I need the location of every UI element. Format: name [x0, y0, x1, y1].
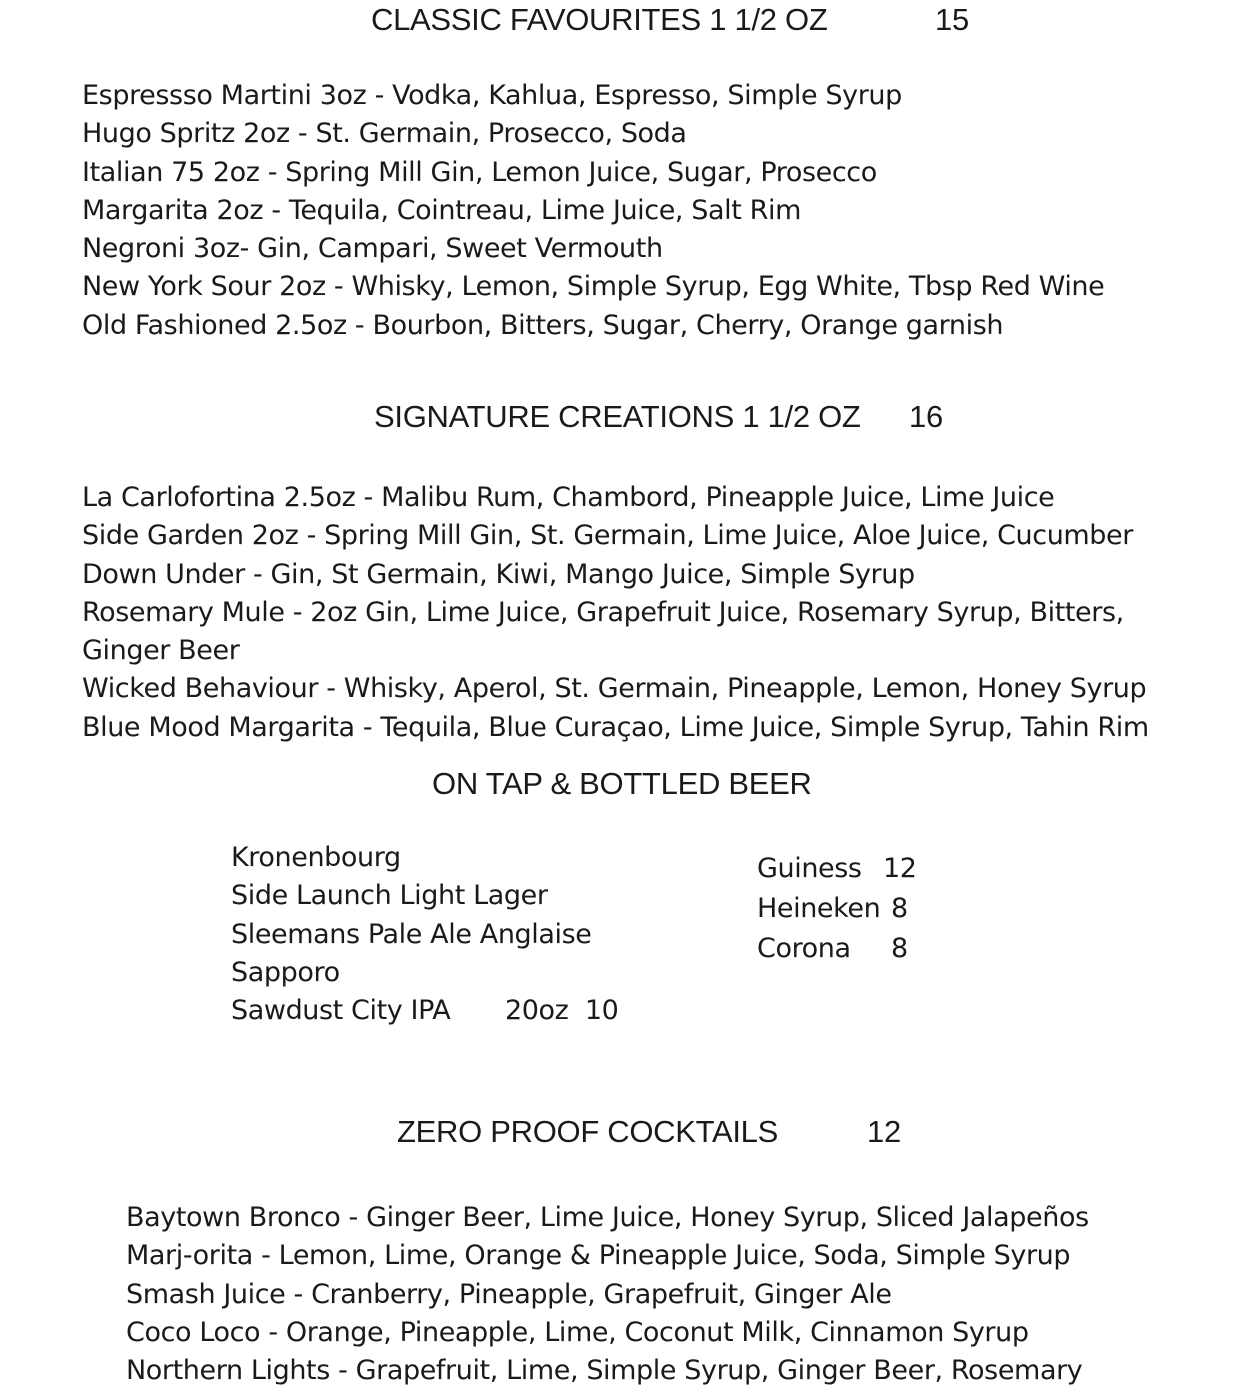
classic-favourites-list: [82, 77, 1104, 345]
menu-item: Hugo Spritz 2oz - St. Germain, Prosecco, Soda: [82, 118, 687, 150]
bottled-beer-name: Heineken: [757, 893, 881, 924]
bottled-beer-price: 8: [891, 933, 908, 964]
menu-item: Ginger Beer: [82, 635, 240, 667]
menu-item: Margarita 2oz - Tequila, Cointreau, Lime Juice, Salt Rim: [82, 194, 801, 226]
bottled-beer-list: [757, 849, 927, 969]
signature-creations-list: [82, 479, 1149, 747]
on-tap-beer-list: [231, 839, 651, 1030]
menu-item: Baytown Bronco - Ginger Beer, Lime Juice, Honey Syrup, Sliced Jalapeños: [126, 1202, 1089, 1233]
menu-item: Rosemary Mule - 2oz Gin, Lime Juice, Grapefruit Juice, Rosemary Syrup, Bitters,: [82, 596, 1124, 628]
menu-item: Espressso Martini 3oz - Vodka, Kahlua, Espresso, Simple Syrup: [82, 80, 902, 111]
bottled-beer-row: [757, 889, 927, 929]
beer-item: Sleemans Pale Ale Anglaise: [231, 918, 592, 950]
beer-item: Kronenbourg: [231, 842, 401, 873]
bottled-beer-row: [757, 929, 927, 969]
zero-proof-price: 12: [867, 1114, 901, 1149]
menu-item: Old Fashioned 2.5oz - Bourbon, Bitters, Sugar, Cherry, Orange garnish: [82, 309, 1004, 341]
menu-item: Side Garden 2oz - Spring Mill Gin, St. Germain, Lime Juice, Aloe Juice, Cucumber: [82, 520, 1133, 552]
menu-item: Negroni 3oz- Gin, Campari, Sweet Vermouth: [82, 233, 663, 265]
signature-creations-price: 16: [909, 399, 943, 434]
bottled-beer-price: 8: [891, 893, 908, 924]
menu-item: Down Under - Gin, St Germain, Kiwi, Mango Juice, Simple Syrup: [82, 558, 915, 590]
menu-item: Coco Loco - Orange, Pineapple, Lime, Coconut Milk, Cinnamon Syrup: [126, 1316, 1029, 1348]
menu-item: New York Sour 2oz - Whisky, Lemon, Simple Syrup, Egg White, Tbsp Red Wine: [82, 271, 1105, 303]
beer-item: Side Launch Light Lager: [231, 880, 548, 912]
on-tap-size-price: 20oz 10: [505, 995, 619, 1027]
menu-item: Northern Lights - Grapefruit, Lime, Simple Syrup, Ginger Beer, Rosemary: [126, 1355, 1083, 1387]
beer-item: Sawdust City IPA: [231, 995, 451, 1027]
bottled-beer-row: [757, 849, 927, 889]
menu-item: La Carlofortina 2.5oz - Malibu Rum, Chambord, Pineapple Juice, Lime Juice: [82, 482, 1055, 513]
beer-title: ON TAP & BOTTLED BEER: [432, 766, 812, 801]
menu-item: Italian 75 2oz - Spring Mill Gin, Lemon Juice, Sugar, Prosecco: [82, 156, 877, 188]
menu-item: Blue Mood Margarita - Tequila, Blue Curaçao, Lime Juice, Simple Syrup, Tahin Rim: [82, 711, 1149, 743]
beer-item: Sapporo: [231, 956, 340, 988]
bottled-beer-price: 12: [883, 853, 917, 884]
menu-item: Wicked Behaviour - Whisky, Aperol, St. Germain, Pineapple, Lemon, Honey Syrup: [82, 673, 1147, 705]
menu-item: Smash Juice - Cranberry, Pineapple, Grapefruit, Ginger Ale: [126, 1278, 892, 1310]
menu-item: Marj-orita - Lemon, Lime, Orange & Pineapple Juice, Soda, Simple Syrup: [126, 1240, 1071, 1272]
classic-favourites-price: 15: [935, 2, 969, 37]
classic-favourites-title: CLASSIC FAVOURITES 1 1/2 OZ: [371, 2, 828, 37]
zero-proof-list: [126, 1199, 1089, 1390]
beer-item-row: [231, 992, 651, 1030]
bottled-beer-name: Guiness: [757, 853, 862, 884]
zero-proof-title: ZERO PROOF COCKTAILS: [397, 1114, 778, 1149]
bottled-beer-name: Corona: [757, 933, 851, 964]
signature-creations-title: SIGNATURE CREATIONS 1 1/2 OZ: [374, 399, 861, 434]
